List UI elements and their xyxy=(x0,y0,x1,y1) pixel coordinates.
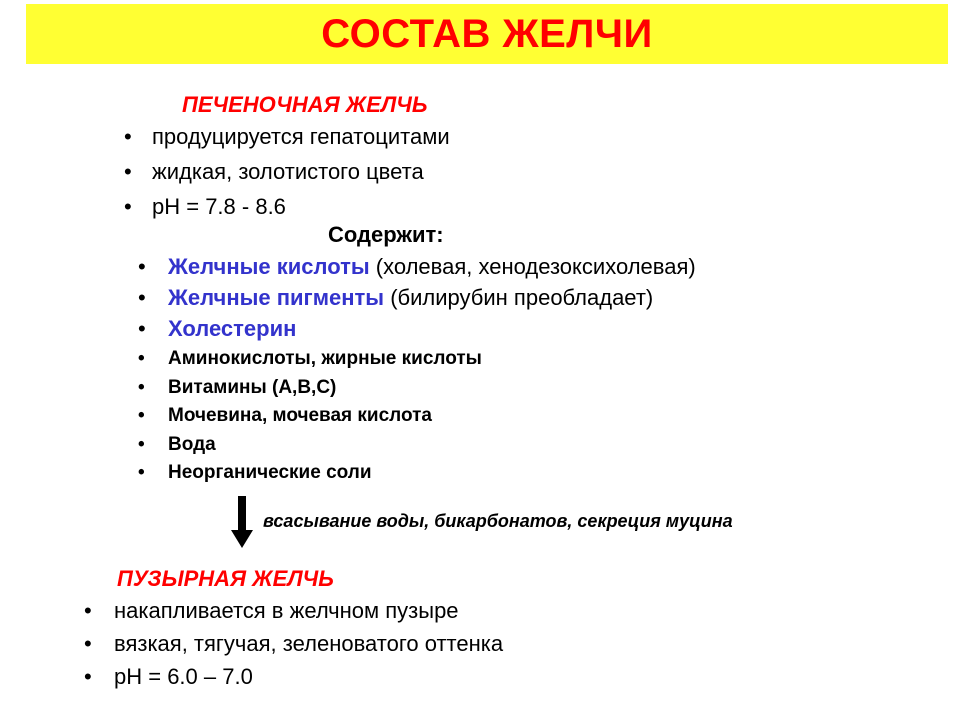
component-name: Желчные кислоты xyxy=(168,254,370,279)
list-item: • Неорганические соли xyxy=(168,459,696,488)
arrow-down-icon xyxy=(231,496,253,548)
list-item xyxy=(168,283,696,314)
title-bar xyxy=(26,4,948,64)
list-item: • продуцируется гепатоцитами xyxy=(152,122,450,157)
list-item xyxy=(168,314,696,345)
list-item: • Мочевина, мочевая кислота xyxy=(168,402,696,431)
component-name: Холестерин xyxy=(168,316,297,341)
list-item: • накапливается в желчном пузыре xyxy=(114,596,503,629)
list-item: • pH = 6.0 – 7.0 xyxy=(114,662,503,695)
cystic-bile-heading: ПУЗЫРНАЯ ЖЕЛЧЬ xyxy=(117,566,334,591)
component-name: Желчные пигменты xyxy=(168,285,385,310)
page-title: СОСТАВ ЖЕЛЧИ xyxy=(321,11,653,56)
hepatic-properties-list xyxy=(152,122,450,227)
transition-caption: всасывание воды, бикарбонатов, секреция муцина xyxy=(263,511,733,531)
components-list xyxy=(168,252,696,488)
list-item: • вязкая, тягучая, зеленоватого оттенка xyxy=(114,629,503,662)
list-item: • жидкая, золотистого цвета xyxy=(152,157,450,192)
contains-label: Содержит: xyxy=(328,222,444,247)
list-item: • Вода xyxy=(168,431,696,460)
component-detail: (холевая, хенодезоксихолевая) xyxy=(369,254,696,279)
list-item xyxy=(168,252,696,283)
hepatic-bile-heading: ПЕЧЕНОЧНАЯ ЖЕЛЧЬ xyxy=(182,92,428,117)
component-detail: (билирубин преобладает) xyxy=(384,285,654,310)
cystic-properties-list xyxy=(114,596,503,695)
list-item: • Витамины (A,B,C) xyxy=(168,374,696,403)
list-item: • pH = 7.8 - 8.6 xyxy=(152,192,450,227)
list-item: • Аминокислоты, жирные кислоты xyxy=(168,345,696,374)
